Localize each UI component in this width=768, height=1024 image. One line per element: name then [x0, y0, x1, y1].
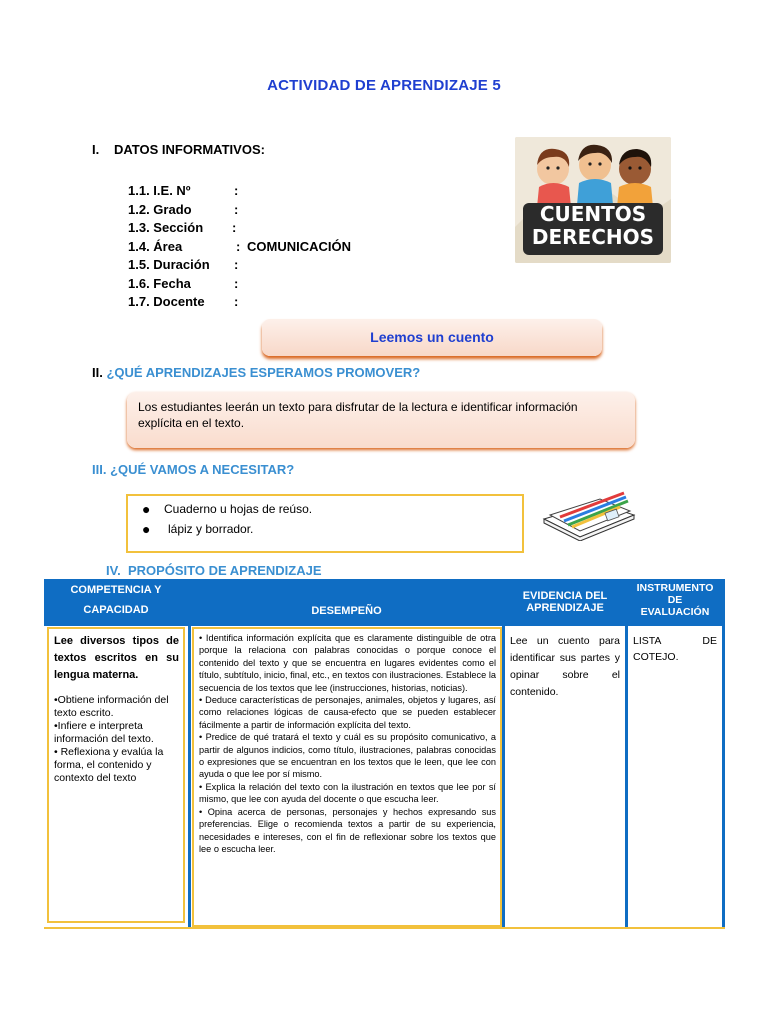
desempeno-cell	[192, 627, 502, 927]
header-instrumento-line-3: EVALUACIÓN	[640, 606, 710, 618]
notebook-pencils-icon	[540, 485, 636, 541]
desempeno-item: • Identifica información explícita que es claramente distinguible de otra porque la relaciona con palabras conocidas o porque conoce el contenido del texto y que se encuentra en lugares evidentes como el título, subtítulo, inicio, final, etc., en textos con ilustraciones. Establece la secuencia de los textos que lee (instrucciones, historias, noticias).	[199, 633, 496, 693]
section-4-heading	[106, 563, 322, 578]
header-instrumento	[628, 579, 722, 626]
header-desempeno	[191, 579, 502, 626]
capacidad-item: •Infiere e interpreta información del texto.	[54, 720, 154, 745]
lesson-title: Leemos un cuento	[370, 329, 494, 345]
dato-label: 1.4. Área	[128, 238, 183, 254]
competencia-cell	[47, 627, 185, 923]
header-desempeno-label: DESEMPEÑO	[311, 605, 382, 617]
section-3-title: ¿QUÉ VAMOS A NECESITAR?	[110, 462, 295, 477]
dato-label: 1.1. I.E. Nº	[128, 183, 191, 198]
header-evidencia-line-2: APRENDIZAJE	[526, 602, 604, 614]
header-instrumento-line-1: INSTRUMENTO	[636, 582, 714, 594]
bullet-icon: ●	[142, 501, 151, 517]
section-2-title: ¿QUÉ APRENDIZAJES ESPERAMOS PROMOVER?	[106, 365, 421, 380]
dato-label: 1.3. Sección	[128, 220, 204, 235]
desempeno-item: • Opina acerca de personas, personajes y hechos expresando sus preferencias. Elige o recomienda textos a partir de su experiencia, necesidades e intereses, con el fin de reflexionar sobre los textos que lee o escucha leer.	[199, 806, 496, 854]
materials-item	[128, 519, 522, 539]
section-1-title: DATOS INFORMATIVOS:	[114, 142, 265, 157]
dato-separator: :	[234, 201, 239, 217]
desempeno-item: • Deduce características de personajes, animales, objetos y lugares, así como relaciones lógicas de causa-efecto que se pueden establecer fácilmente a partir de información explícita del texto.	[199, 695, 496, 730]
section-1-number: I.	[92, 142, 100, 157]
dato-separator: :	[234, 294, 239, 309]
table-divider	[502, 579, 505, 927]
section-3-heading	[92, 462, 294, 477]
lesson-title-box	[262, 319, 602, 356]
dato-separator: :	[234, 275, 239, 291]
capacidad-item: • Reflexiona y evalúa la forma, el contenido y contexto del texto	[54, 746, 164, 784]
instrumento-text: LISTA DE COTEJO.	[633, 635, 717, 663]
section-2-number: II.	[92, 365, 103, 380]
dato-label: 1.2. Grado	[128, 201, 192, 217]
learning-goal-box	[127, 392, 635, 448]
materials-item-text: Cuaderno u hojas de reúso.	[164, 502, 313, 516]
dato-separator: :	[234, 257, 239, 272]
section-4-title: PROPÓSITO DE APRENDIZAJE	[127, 563, 322, 578]
table-divider	[188, 579, 191, 927]
learning-goal-text: Los estudiantes leerán un texto para disfrutar de la lectura e identificar información explícita en el texto.	[138, 400, 578, 430]
dato-label: 1.5. Duración	[128, 257, 210, 272]
dato-label: 1.6. Fecha	[128, 275, 191, 291]
dato-separator: :	[234, 183, 239, 198]
dato-value: COMUNICACIÓN	[247, 238, 351, 254]
cuentos-derechos-illustration	[515, 137, 671, 263]
header-evidencia-line-1: EVIDENCIA DEL	[522, 590, 608, 602]
section-3-number: III.	[92, 462, 107, 477]
materials-box	[126, 494, 524, 553]
page-title: ACTIVIDAD DE APRENDIZAJE 5	[267, 77, 501, 94]
table-divider	[625, 579, 628, 927]
materials-item	[128, 499, 522, 519]
section-2-heading	[92, 365, 420, 380]
evidencia-cell	[510, 627, 620, 701]
cover-title-line-2: DERECHOS	[531, 225, 655, 249]
section-4-number: IV.	[106, 563, 121, 578]
materials-item-text: lápiz y borrador.	[168, 522, 254, 536]
desempeno-item: • Explica la relación del texto con la ilustración en textos que lee por sí mismo, que lee con ayuda del docente o que escucha leer.	[199, 781, 496, 805]
desempeno-item: • Predice de qué tratará el texto y cuál es su propósito comunicativo, a partir de algunos indicios, como título, ilustraciones, palabras conocidas o expresiones que se encuentran en los textos que le leen, que lee con ayuda o que lee por sí mismo.	[199, 732, 496, 780]
table-divider	[722, 579, 725, 927]
capacidad-item: •Obtiene información del texto escrito.	[54, 694, 169, 719]
dato-separator: :	[236, 238, 241, 254]
cover-title	[523, 203, 663, 249]
table-bottom-border	[44, 927, 725, 929]
competencia-text: Lee diversos tipos de textos escritos en su lengua materna.	[54, 635, 179, 681]
header-competencia	[44, 579, 188, 626]
header-instrumento-line-2: DE	[667, 594, 683, 606]
header-evidencia	[505, 579, 625, 626]
header-competencia-line-2: CAPACIDAD	[83, 604, 149, 616]
bullet-icon: ●	[142, 521, 151, 537]
cover-title-line-1: CUENTOS	[539, 202, 647, 226]
section-1-heading	[92, 142, 265, 157]
dato-separator: :	[232, 220, 237, 235]
header-competencia-line-1: COMPETENCIA Y	[70, 584, 162, 596]
dato-label: 1.7. Docente	[128, 294, 205, 309]
instrumento-cell	[633, 627, 717, 665]
evidencia-text: Lee un cuento para identificar sus partes y opinar sobre el contenido.	[510, 635, 620, 698]
